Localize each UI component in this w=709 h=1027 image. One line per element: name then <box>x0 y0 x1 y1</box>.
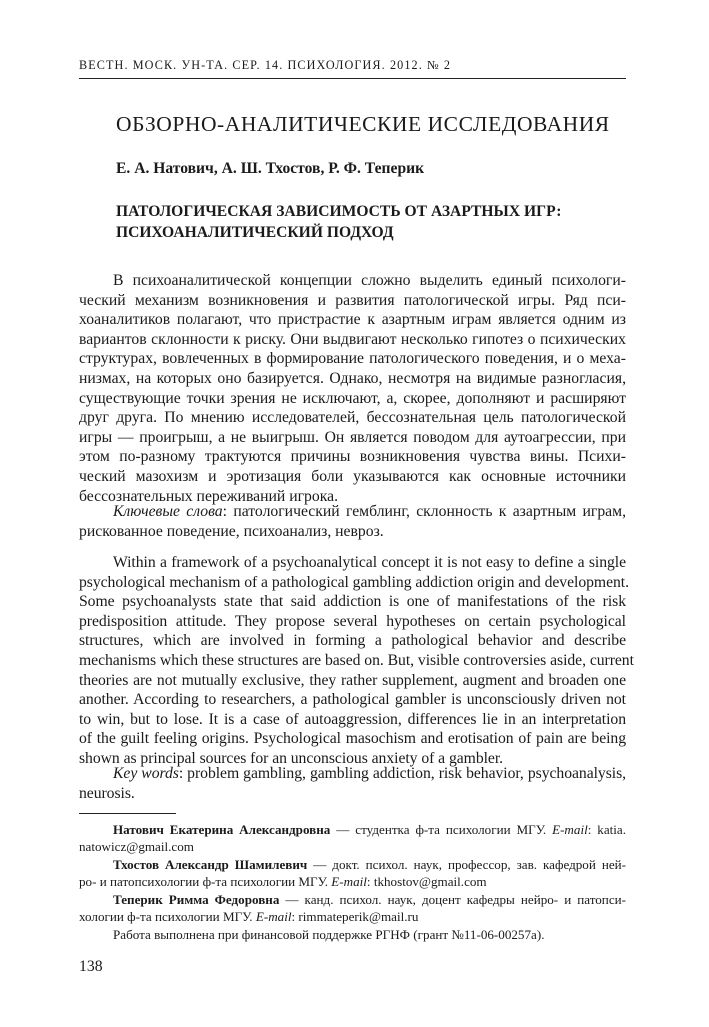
footnote-line <box>79 873 626 890</box>
footnote-text: — канд. психол. наук, доцент кафедры нейро- и патопси- <box>279 892 626 907</box>
abstract-line: структурах, вовлеченных в формирование патологического поведения, и о меха- <box>79 350 626 368</box>
footnote-text: — студентка ф-та психологии МГУ. <box>330 822 553 837</box>
footnote-name: Тхостов Александр Шамилевич <box>113 857 308 872</box>
abstract-line: Some psychoanalysts state that said addiction is one of manifestations of the risk <box>79 593 626 611</box>
footnote-text: — докт. психол. наук, профессор, зав. кафедрой ней- <box>307 857 627 872</box>
keywords-line <box>79 502 626 522</box>
keywords-english <box>79 764 626 803</box>
keywords-russian <box>79 502 626 541</box>
abstract-line: shown as principal sources for an unconscious anxiety of a gambler. <box>79 749 504 767</box>
abstract-line: Within a framework of a psychoanalytical concept it is not easy to define a single <box>113 554 626 571</box>
footnote-line <box>79 856 626 873</box>
funding-note: Работа выполнена при финансовой поддержке РГНФ (грант №11-06-00257а). <box>113 927 545 942</box>
email-label: E-mail <box>552 822 588 837</box>
abstract-line: ческий механизм возникновения и развития патологической игры. Ряд пси- <box>79 291 626 309</box>
email-label: E-mail <box>255 909 292 924</box>
keywords-line: рискованное поведение, психоанализ, невроз. <box>79 522 384 540</box>
keywords-label: Key words <box>113 765 179 782</box>
abstract-line: to win, but to lose. It is a case of autoaggression, differences lie in an interpretation <box>79 710 626 728</box>
footnote-email: natowicz@gmail.com <box>79 839 194 854</box>
authors: Е. А. Натович, А. Ш. Тхостов, Р. Ф. Теперик <box>116 160 425 177</box>
abstract-line: theories are not mutually exclusive, they rather supplement, augment and broaden one <box>79 671 626 689</box>
abstract-line: structures, which are involved in forming a pathological behavior and describe <box>79 632 626 650</box>
footnote-text: ро- и патопсихологии ф-та психологии МГУ. <box>79 874 332 889</box>
footnote-name: Натович Екатерина Александровна <box>113 822 331 837</box>
keywords-label: Ключевые слова <box>113 503 223 520</box>
abstract-english <box>79 553 634 769</box>
footnote-author-2 <box>79 856 626 890</box>
footnote-funding <box>79 926 626 943</box>
abstract-line: вариантов склонности к риску. Они выдвигают несколько гипотез о психических <box>79 330 626 348</box>
section-title: ОБЗОРНО-АНАЛИТИЧЕСКИЕ ИССЛЕДОВАНИЯ <box>116 112 610 136</box>
abstract-line: хоаналитиков полагают, что пристрастие к азартным играм является одним из <box>79 311 626 329</box>
footnote-text: : katia. <box>587 822 626 837</box>
footnote-text: хологии ф-та психологии МГУ. <box>79 909 256 924</box>
keywords-text: : problem gambling, gambling addiction, risk behavior, psychoanalysis, <box>178 765 626 782</box>
footnote-author-1 <box>79 821 626 855</box>
abstract-line: этом по-разному трактуются причины возникновения чувства вины. Психи- <box>79 448 626 466</box>
footnote-rule <box>79 813 176 814</box>
keywords-line <box>79 764 626 784</box>
email-label: E-mail <box>331 874 367 889</box>
abstract-russian <box>79 271 626 506</box>
footnote-line <box>79 891 626 908</box>
abstract-line: another. According to researchers, a pathological gambler is unconsciously driven not <box>79 691 626 709</box>
footnote-email: : tkhostov@gmail.com <box>366 874 487 889</box>
abstract-line: ческий мазохизм и эротизация боли указываются как основные источники <box>79 467 626 485</box>
abstract-line: mechanisms which these structures are based on. But, visible controversies aside, current <box>79 651 634 669</box>
header-rule <box>79 78 626 79</box>
running-head: ВЕСТН. МОСК. УН-ТА. СЕР. 14. ПСИХОЛОГИЯ. 2012. № 2 <box>79 58 452 72</box>
footnote-email: : rimmateperik@mail.ru <box>291 909 419 924</box>
abstract-line: низмах, на которых оно базируется. Однако, несмотря на видимые разногласия, <box>79 369 626 387</box>
abstract-line: друг друга. По мнению исследователей, бессознательная цель патологической <box>79 409 626 427</box>
footnote-name: Теперик Римма Федоровна <box>113 892 280 907</box>
article-title-line: ПАТОЛОГИЧЕСКАЯ ЗАВИСИМОСТЬ ОТ АЗАРТНЫХ ИГР: <box>116 203 562 220</box>
footnote-line <box>79 908 626 925</box>
keywords-line: neurosis. <box>79 784 135 802</box>
page-number: 138 <box>79 958 103 975</box>
keywords-text: : патологический гемблинг, склонность к азартным играм, <box>222 503 626 520</box>
abstract-line: of the guilt feeling origins. Psychological masochism and erotisation of pain are being <box>79 730 626 748</box>
abstract-line: psychological mechanism of a pathological gambling addiction origin and development. <box>79 573 629 591</box>
article-title <box>116 201 561 243</box>
footnote-author-3 <box>79 891 626 925</box>
article-title-line: ПСИХОАНАЛИТИЧЕСКИЙ ПОДХОД <box>116 224 394 241</box>
abstract-line: В психоаналитической концепции сложно выделить единый психологи- <box>113 272 626 289</box>
abstract-line: predisposition attitude. They propose several hypotheses on certain psychological <box>79 612 626 630</box>
abstract-line: бессознательных переживаний игрока. <box>79 487 339 505</box>
abstract-line: существующие точки зрения не исключают, а, скорее, дополняют и расширяют <box>79 389 626 407</box>
footnote-line <box>79 821 626 838</box>
abstract-line: игры — проигрыш, а не выигрыш. Он является поводом для аутоагрессии, при <box>79 428 626 446</box>
